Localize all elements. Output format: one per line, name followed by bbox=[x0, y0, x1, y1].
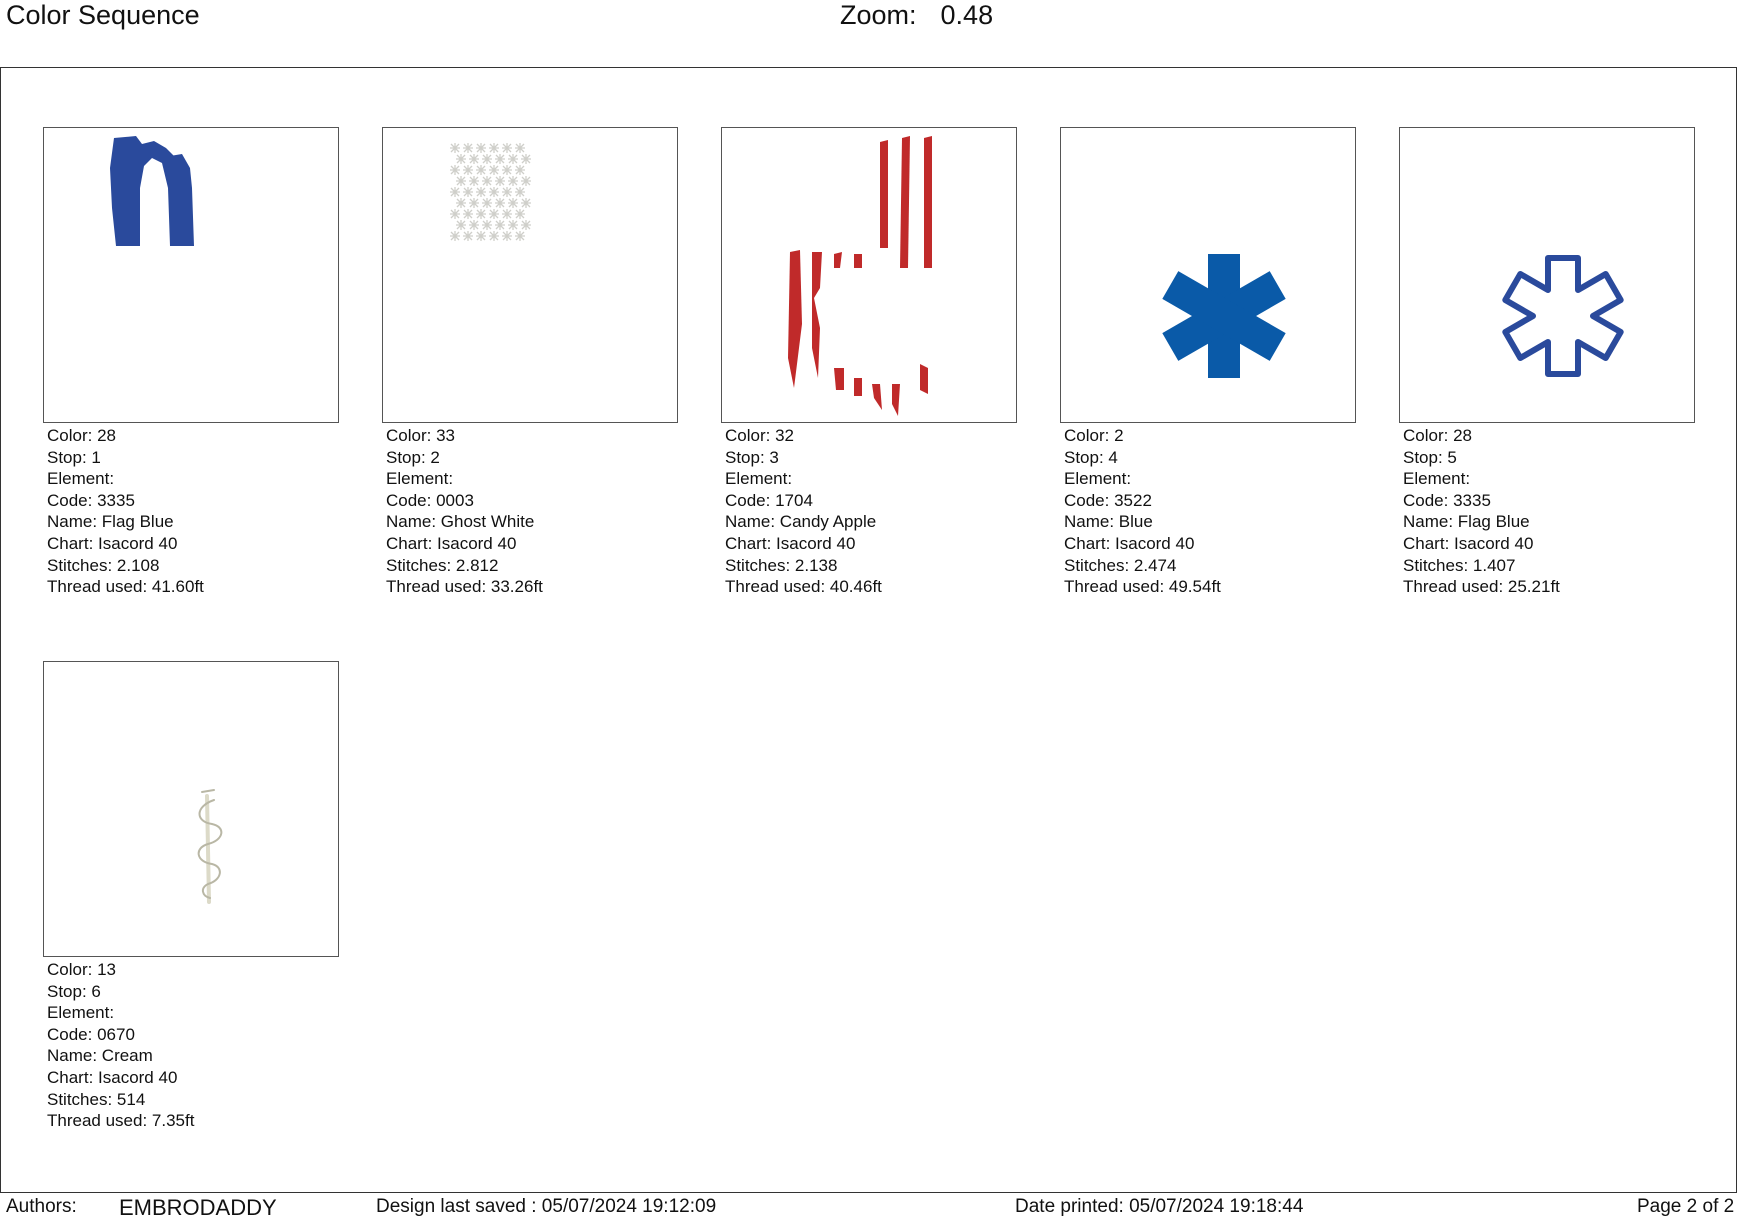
zoom-value: 0.48 bbox=[940, 0, 994, 30]
stitch-count: Stitches: 514 bbox=[47, 1089, 146, 1109]
page-title: Color Sequence bbox=[6, 0, 200, 30]
stitch-count: Stitches: 2.108 bbox=[47, 555, 160, 575]
color-number: Color: 33 bbox=[386, 426, 455, 445]
color-number: Color: 28 bbox=[47, 426, 116, 445]
stop-number: Stop: 4 bbox=[1064, 447, 1118, 467]
authors-label: Authors: bbox=[6, 1196, 77, 1217]
stitch-count: Stitches: 1.407 bbox=[1403, 555, 1516, 575]
thread-info bbox=[1064, 425, 1221, 598]
thread-chart: Chart: Isacord 40 bbox=[47, 533, 178, 553]
star-of-life-outline-icon bbox=[1400, 128, 1696, 424]
thread-info bbox=[47, 959, 194, 1132]
thread-chart: Chart: Isacord 40 bbox=[47, 1067, 178, 1087]
thread-info bbox=[386, 425, 543, 598]
thumbnail bbox=[1060, 127, 1356, 423]
stitch-count: Stitches: 2.138 bbox=[725, 555, 838, 575]
thread-name: Name: Blue bbox=[1064, 512, 1153, 532]
page-footer bbox=[0, 1193, 1740, 1225]
thread-used: Thread used: 40.46ft bbox=[725, 577, 882, 597]
thumbnail bbox=[43, 127, 339, 423]
element-label: Element: bbox=[47, 1003, 115, 1023]
zoom-label: Zoom: bbox=[840, 0, 917, 30]
thread-info bbox=[1403, 425, 1560, 598]
color-number: Color: 13 bbox=[47, 960, 116, 979]
date-printed: Date printed: 05/07/2024 19:18:44 bbox=[1015, 1196, 1304, 1217]
thumbnail bbox=[43, 661, 339, 957]
star-field-icon bbox=[383, 128, 679, 424]
thumbnail bbox=[1399, 127, 1695, 423]
authors-value: EMBRODADDY bbox=[119, 1195, 277, 1220]
element-label: Element: bbox=[1064, 469, 1132, 489]
thread-chart: Chart: Isacord 40 bbox=[386, 533, 517, 553]
thread-name: Name: Ghost White bbox=[386, 512, 535, 532]
thumbnail bbox=[721, 127, 1017, 423]
stitch-count: Stitches: 2.812 bbox=[386, 555, 499, 575]
thread-chart: Chart: Isacord 40 bbox=[1403, 533, 1534, 553]
element-label: Element: bbox=[725, 469, 793, 489]
element-label: Element: bbox=[386, 469, 454, 489]
thread-code: Code: 3335 bbox=[47, 490, 135, 510]
thread-used: Thread used: 33.26ft bbox=[386, 577, 543, 597]
design-last-saved: Design last saved : 05/07/2024 19:12:09 bbox=[376, 1196, 717, 1217]
thread-name: Name: Candy Apple bbox=[725, 512, 877, 532]
color-number: Color: 2 bbox=[1064, 426, 1124, 445]
thread-name: Name: Flag Blue bbox=[1403, 512, 1530, 532]
thumbnail bbox=[382, 127, 678, 423]
thread-chart: Chart: Isacord 40 bbox=[725, 533, 856, 553]
thread-used: Thread used: 41.60ft bbox=[47, 577, 204, 597]
rod-of-asclepius-icon bbox=[44, 662, 340, 958]
thread-info bbox=[725, 425, 882, 598]
thread-code: Code: 3522 bbox=[1064, 490, 1152, 510]
stop-number: Stop: 1 bbox=[47, 447, 101, 467]
thread-used: Thread used: 49.54ft bbox=[1064, 577, 1221, 597]
flag-canton-icon bbox=[44, 128, 340, 424]
thread-chart: Chart: Isacord 40 bbox=[1064, 533, 1195, 553]
zoom-readout bbox=[840, 0, 993, 31]
element-label: Element: bbox=[1403, 469, 1471, 489]
star-of-life-icon bbox=[1061, 128, 1357, 424]
stop-number: Stop: 6 bbox=[47, 981, 101, 1001]
thread-code: Code: 3335 bbox=[1403, 490, 1491, 510]
stop-number: Stop: 3 bbox=[725, 447, 779, 467]
thread-code: Code: 1704 bbox=[725, 490, 813, 510]
thread-used: Thread used: 7.35ft bbox=[47, 1111, 195, 1131]
flag-stripes-icon bbox=[722, 128, 1018, 424]
thread-info bbox=[47, 425, 204, 598]
thread-code: Code: 0670 bbox=[47, 1024, 135, 1044]
stop-number: Stop: 2 bbox=[386, 447, 440, 467]
thread-name: Name: Cream bbox=[47, 1046, 153, 1066]
thread-used: Thread used: 25.21ft bbox=[1403, 577, 1560, 597]
element-label: Element: bbox=[47, 469, 115, 489]
page-number: Page 2 of 2 bbox=[1637, 1196, 1735, 1217]
stitch-count: Stitches: 2.474 bbox=[1064, 555, 1177, 575]
thread-code: Code: 0003 bbox=[386, 490, 474, 510]
color-number: Color: 28 bbox=[1403, 426, 1472, 445]
stop-number: Stop: 5 bbox=[1403, 447, 1457, 467]
color-number: Color: 32 bbox=[725, 426, 794, 445]
thread-name: Name: Flag Blue bbox=[47, 512, 174, 532]
